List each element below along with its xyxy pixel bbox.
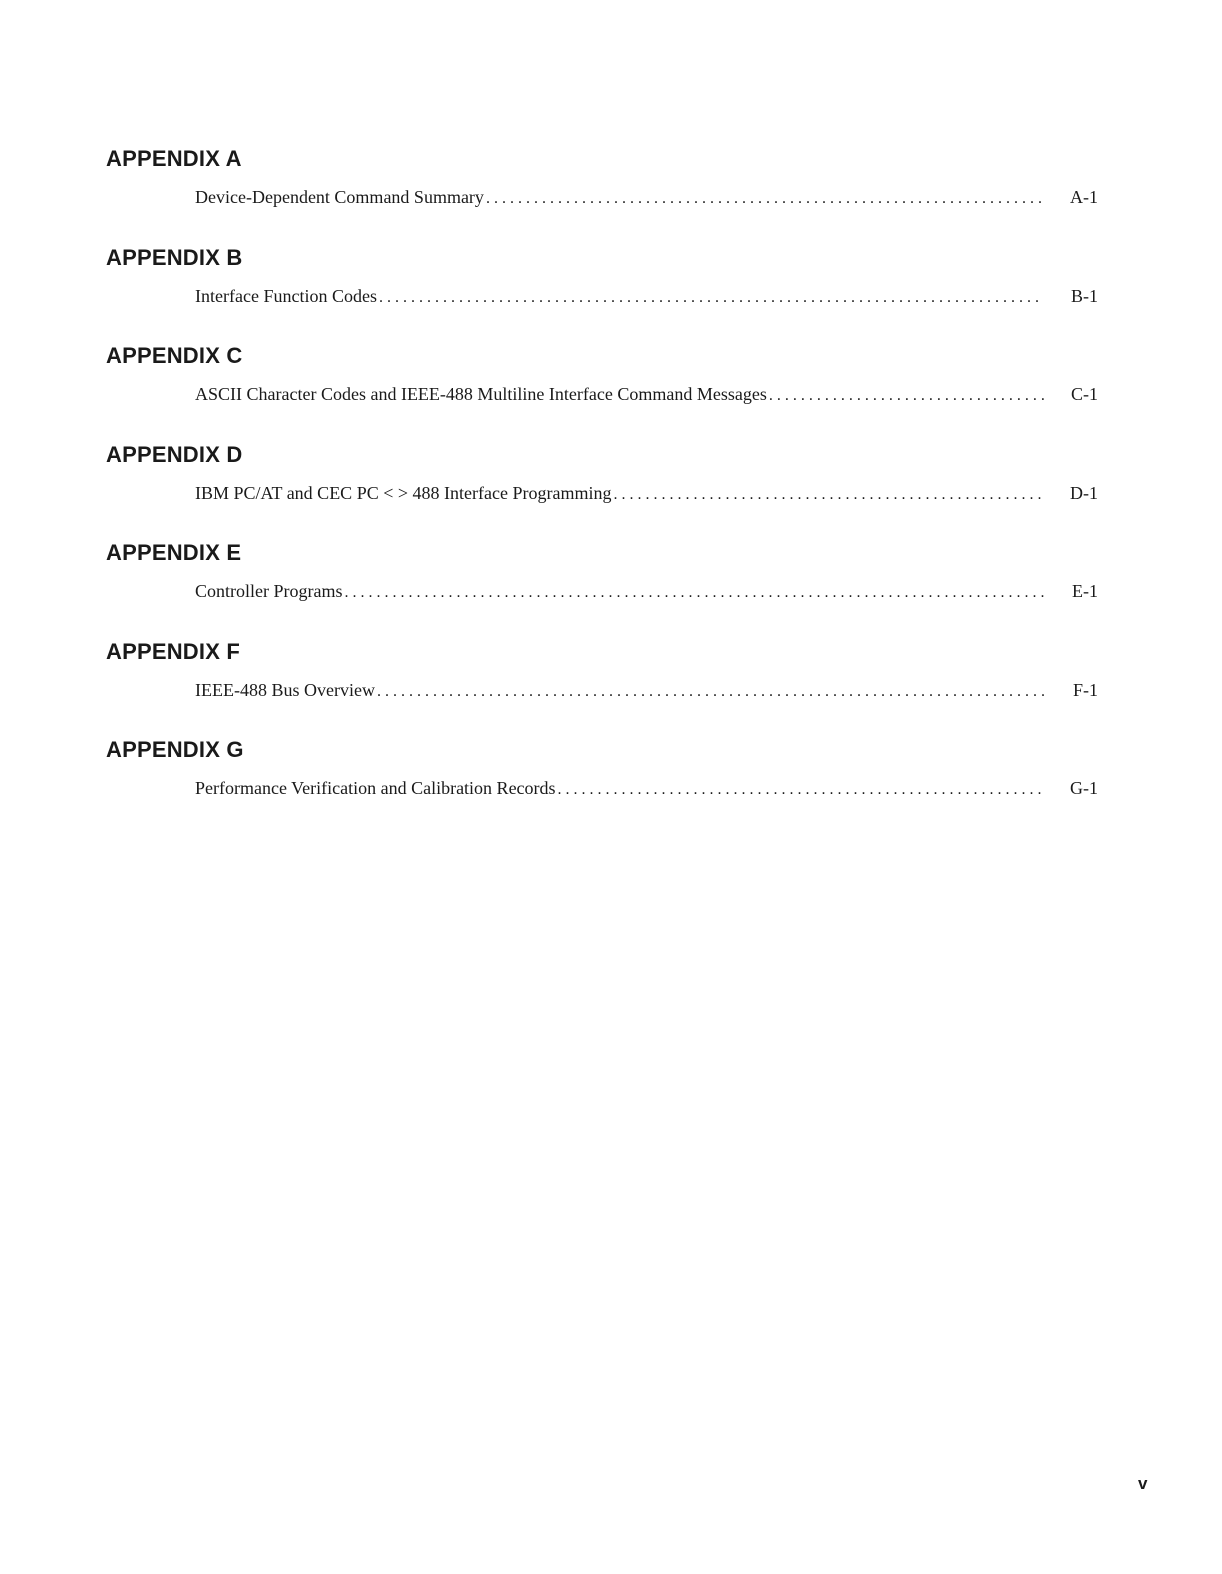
- entry-page-number: G-1: [1070, 778, 1098, 798]
- entry-title: IEEE-488 Bus Overview: [195, 679, 375, 700]
- toc-entry[interactable]: [195, 383, 1098, 407]
- section-heading: APPENDIX D: [106, 441, 243, 467]
- toc-section-appendix-c: [106, 343, 1098, 442]
- toc-section-appendix-g: [106, 737, 1098, 836]
- entry-page-number: A-1: [1070, 187, 1098, 207]
- toc-entry[interactable]: [195, 482, 1098, 506]
- page-number: v: [1138, 1474, 1148, 1493]
- toc-section-appendix-b: [106, 245, 1098, 344]
- entry-title: Controller Programs: [195, 581, 343, 601]
- section-heading: APPENDIX G: [106, 737, 244, 762]
- section-heading: APPENDIX E: [106, 540, 242, 565]
- section-heading: APPENDIX A: [106, 146, 242, 171]
- entry-title: Device-Dependent Command Summary: [195, 187, 484, 207]
- dot-leader: [379, 287, 1044, 309]
- section-heading: APPENDIX F: [106, 638, 241, 664]
- dot-leader: [486, 188, 1044, 210]
- section-heading: APPENDIX C: [106, 343, 243, 368]
- entry-page-number: F-1: [1072, 679, 1098, 700]
- dot-leader: [377, 681, 1044, 703]
- toc-section-appendix-a: [106, 146, 1098, 245]
- toc-entry[interactable]: [195, 777, 1098, 801]
- entry-page-number: B-1: [1071, 285, 1098, 306]
- entry-page-number: C-1: [1071, 384, 1098, 404]
- toc-entry[interactable]: [195, 679, 1098, 703]
- entry-page-number: E-1: [1072, 581, 1098, 601]
- toc-entry[interactable]: [195, 186, 1098, 210]
- toc-entry[interactable]: [195, 285, 1098, 309]
- section-heading: APPENDIX B: [106, 244, 243, 270]
- entry-title: Performance Verification and Calibration Records: [195, 778, 556, 798]
- entry-title: ASCII Character Codes and IEEE-488 Multiline Interface Command Messages: [195, 384, 767, 404]
- entry-page-number: D-1: [1070, 482, 1098, 503]
- toc-section-appendix-e: [106, 540, 1098, 639]
- dot-leader: [613, 484, 1044, 506]
- toc-section-appendix-f: [106, 639, 1098, 738]
- entry-title: Interface Function Codes: [195, 285, 377, 306]
- dot-leader: [558, 779, 1044, 801]
- entry-title: IBM PC/AT and CEC PC < > 488 Interface Programming: [195, 482, 612, 503]
- dot-leader: [769, 385, 1044, 407]
- toc-entry[interactable]: [195, 580, 1098, 604]
- dot-leader: [344, 582, 1044, 604]
- toc-section-appendix-d: [106, 442, 1098, 541]
- table-of-contents: [106, 146, 1098, 836]
